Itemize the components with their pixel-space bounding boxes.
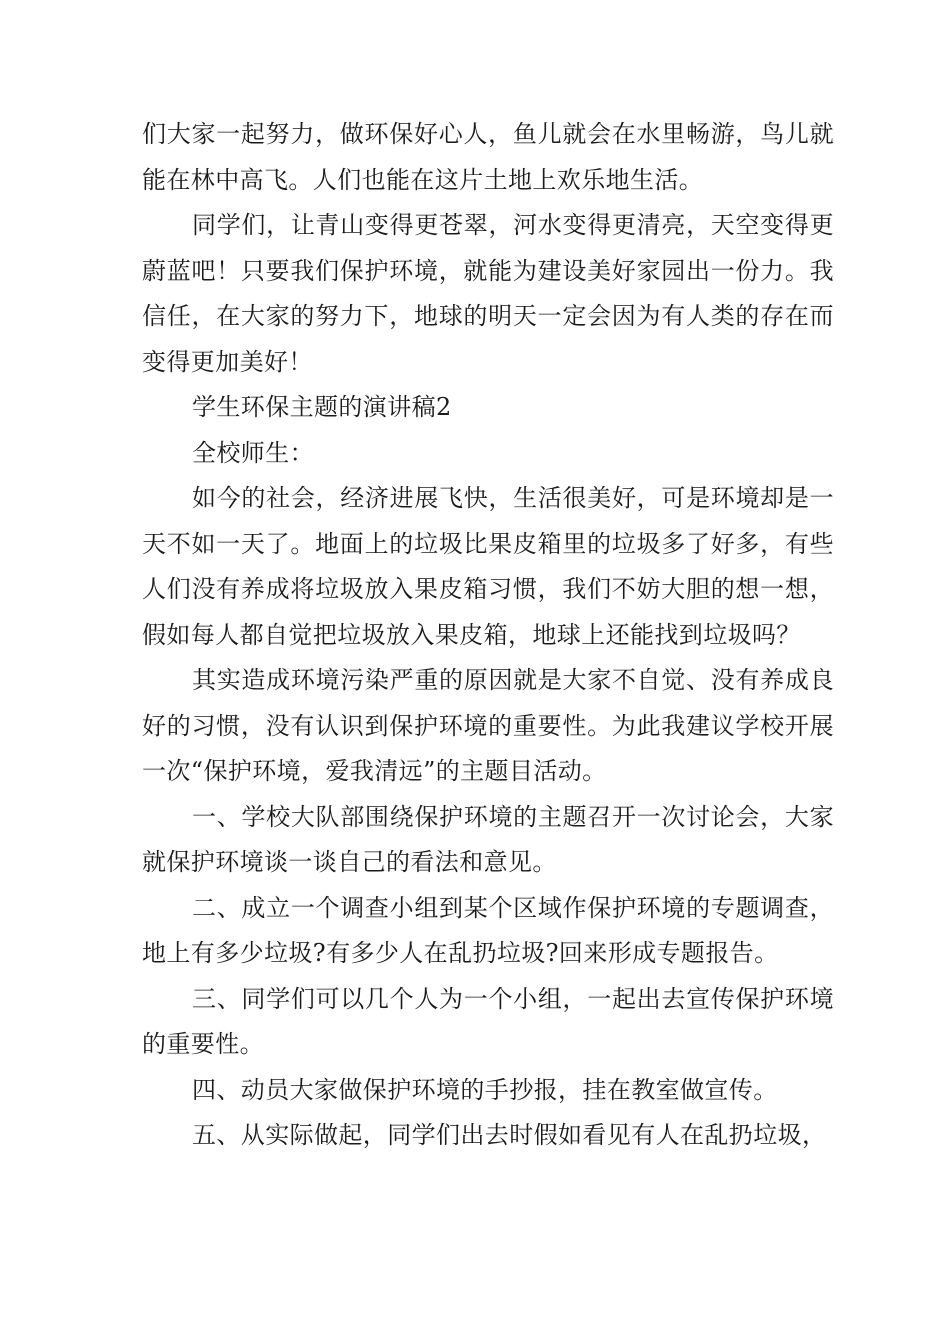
salutation: 全校师生： [192,438,314,467]
list-item-4: 四、动员大家做保护环境的手抄报，挂在教室做宣传。 [192,1075,778,1104]
document-body [142,112,834,1159]
list-item-1: 一、学校大队部围绕保护环境的主题召开一次讨论会，大家就保护环境谈一谈自己的看法和意见。 [142,802,834,876]
list-item-3: 三、同学们可以几个人为一个小组，一起出去宣传保护环境的重要性。 [142,984,834,1058]
paragraph-cause: 其实造成环境污染严重的原因就是大家不自觉、没有养成良好的习惯，没有认识到保护环境的重要性。为此我建议学校开展一次“保护环境，爱我清远”的主题目活动。 [142,666,834,785]
list-item-5: 五、从实际做起，同学们出去时假如看见有人在乱扔垃圾， [192,1121,827,1149]
speech-title: 学生环保主题的演讲稿2 [192,393,452,421]
paragraph-continuation: 们大家一起努力，做环保好心人，鱼儿就会在水里畅游，鸟儿就能在林中高飞。人们也能在这片土地上欢乐地生活。 [142,120,834,194]
paragraph-intro: 如今的社会，经济进展飞快，生活很美好，可是环境却是一天不如一天了。地面上的垃圾比果皮箱里的垃圾多了好多，有些人们没有养成将垃圾放入果皮箱习惯，我们不妨大胆的想一想，假如每人都自觉把垃圾放入果皮箱，地球上还能找到垃圾吗？ [142,484,834,649]
list-item-2: 二、成立一个调查小组到某个区域作保护环境的专题调查，地上有多少垃圾?有多少人在乱扔垃圾?回来形成专题报告。 [142,893,834,967]
paragraph-closing: 同学们，让青山变得更苍翠，河水变得更清亮，天空变得更蔚蓝吧！只要我们保护环境，就能为建设美好家园出一份力。我信任，在大家的努力下，地球的明天一定会因为有人类的存在而变得更加美好！ [142,211,834,376]
